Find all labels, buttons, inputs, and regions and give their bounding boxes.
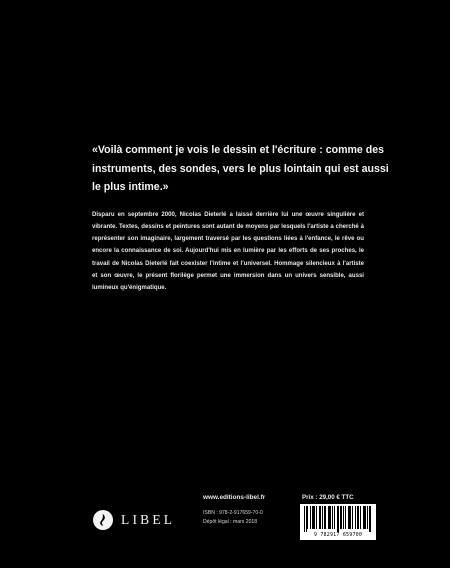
barcode-bar [324,506,325,529]
barcode-bar [330,506,331,529]
publisher-website: www.editions-libel.fr [203,494,266,501]
legal-deposit: Dépôt légal : mars 2018 [203,519,258,525]
barcode-bar [314,506,315,529]
libel-logo-icon [93,510,113,530]
barcode-bar [316,506,317,529]
barcode-bar [357,506,358,529]
barcode-bar [341,506,342,529]
barcode-icon [304,506,372,532]
barcode-bar [343,506,344,529]
barcode-bar [363,506,364,529]
isbn: ISBN : 978-2-917659-70-0 [203,510,263,516]
barcode-bar [355,506,356,529]
barcode-bar [337,506,338,532]
barcode-bar [349,506,350,529]
barcode-bar [319,506,320,529]
barcode-bar [332,506,333,529]
barcode [300,504,376,540]
barcode-bar [370,506,371,532]
barcode-bar [367,506,368,529]
description: Disparu en septembre 2000, Nicolas Dieterlé a laissé derrière lui une œuvre singulière et vibrante. Textes, dessins et peintures sont autant de moyens par lesquels l'artiste a cherché à représenter son imaginaire, largement traversé par les questions liées à l'enfance, le rêve ou encore la connaissance de soi. Aujourd'hui mis en lumière par les efforts de ses proches, le travail de Nicolas Dieterlé fait coexister l'intime et l'universel. Hommage silencieux à l'artiste et son œuvre, le présent florilège permet une immersion dans un univers sensible, aussi lumineux qu'énigmatique. [92,212,364,291]
barcode-bar [306,506,307,532]
barcode-bar [352,506,353,529]
barcode-bar [328,506,329,529]
barcode-bar [364,506,365,529]
barcode-bar [348,506,349,529]
barcode-bar [334,506,335,529]
barcode-bar [322,506,323,529]
barcode-bar [320,506,321,529]
quote: «Voilà comment je vois le dessin et l'écriture : comme des instruments, des sondes, vers le plus lointain qui est aussi le plus intime.» [92,144,389,193]
barcode-bar [365,506,366,529]
barcode-bar [310,506,311,529]
barcode-bar [312,506,313,529]
barcode-bar [307,506,308,529]
barcode-bar [304,506,305,532]
publisher-logo [93,509,175,531]
barcode-bar [329,506,330,529]
barcode-bar [358,506,359,529]
barcode-digits: 9 782917 659700 [313,532,363,538]
barcode-bar [325,506,326,529]
price: Prix : 29,00 € TTC [302,494,354,501]
barcode-bar [338,506,339,532]
barcode-bar [340,506,341,529]
barcode-bar [313,506,314,529]
barcode-bar [345,506,346,529]
barcode-bar [350,506,351,529]
libel-wordmark: LIBEL [121,512,176,527]
barcode-bar [369,506,370,532]
barcode-bar [360,506,361,529]
